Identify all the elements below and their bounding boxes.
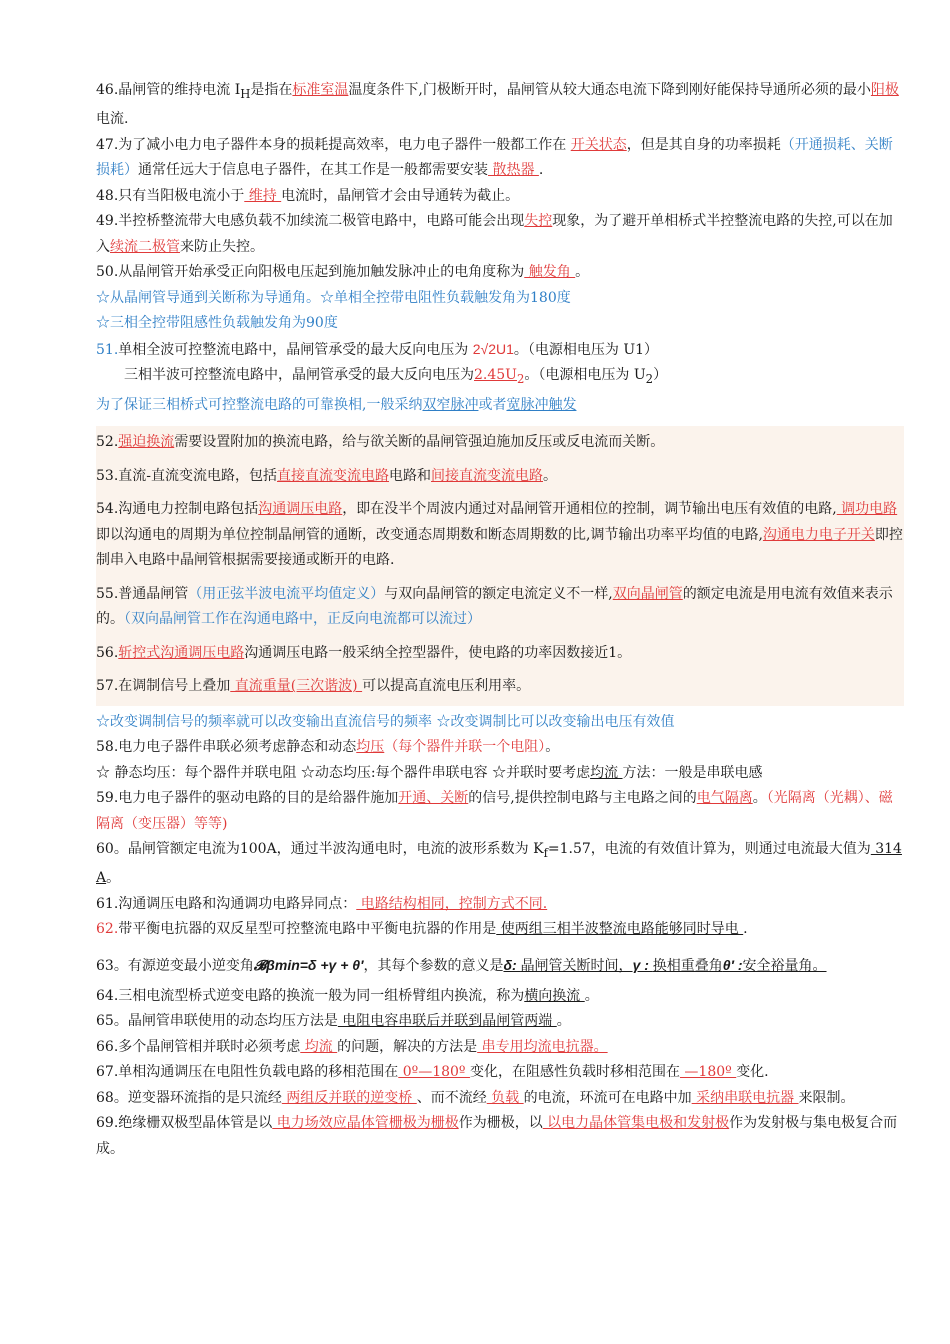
item-57: 57.在调制信号上叠加 直流重量(三次谐波) 可以提高直流电压利用率。 [96, 678, 531, 695]
item-46: 46.晶闸管的维持电流 $I_H$是指在标准室温温度条件下,门极断开时，晶闸管从较大通态电流下降到刚好能保持导通所必须的最小阳极电流. [96, 82, 899, 128]
highlighted-block [96, 426, 904, 706]
item-63: 63。有源逆变最小逆变角𝓑βmin=δ +γ + θ′，其每个参数的意义是δ: 晶闸管关断时间，γ : 换相重叠角θ′ :安全裕量角。 [96, 956, 827, 974]
note-conduction-angle: ☆从晶闸管导通到关断称为导通角。☆单相全控带电阻性负载触发角为180度 [96, 289, 571, 306]
item-55: 55.普通晶闸管（用正弦半波电流平均值定义）与双向晶闸管的额定电流定义不一样,双向晶闸管的额定电流是用电流有效值来表示的。（双向晶闸管工作在沟通电路中，正反向电流都可以流过） [96, 585, 893, 628]
item-47: 47.为了减小电力电子器件本身的损耗提高效率，电力电子器件一般都工作在 开关状态，但是其自身的功率损耗（开通损耗、关断损耗）通常任远大于信息电子器件，在其工作是一般都需要安装 散热器 . [96, 136, 893, 179]
item-56: 56.斩控式沟通调压电路沟通调压电路一般采纳全控型器件，使电路的功率因数接近1。 [96, 644, 632, 661]
document-page [96, 78, 904, 1162]
item-54: 54.沟通电力控制电路包括沟通调压电路，即在没半个周波内通过对晶闸管开通相位的控制，调节输出电压有效值的电路, 调功电路 即以沟通电的周期为单位控制晶闸管的通断，改变通态周期数和断态周期数的比,调节输出功率平均值的电路,沟通电力电子开关即控制串入电路中晶闸管根据需要接通或断开的电路. [96, 501, 903, 569]
item-66: 66.多个晶闸管相并联时必须考虑 均流 的问题，解决的方法是 串专用均流电抗器。 [96, 1038, 608, 1055]
item-50: 50.从晶闸管开始承受正向阳极电压起到施加触发脉冲止的电角度称为 触发角 。 [96, 264, 590, 281]
item-60: 60。晶闸管额定电流为100A，通过半波沟通电时，电流的波形系数为 $K_f=1.57$，电流的有效值计算为，则通过电流最大值为 314 A。 [96, 841, 902, 887]
note-modulation: ☆改变调制信号的频率就可以改变输出直流信号的频率 ☆改变调制比可以改变输出电压有效值 [96, 713, 675, 730]
item-69: 69.绝缘栅双极型晶体管是以 电力场效应晶体管栅极为栅极作为栅极，以 以电力晶体管集电极和发射极作为发射极与集电极复合而成。 [96, 1115, 898, 1157]
item-62: 62.带平衡电抗器的双反星型可控整流电路中平衡电抗器的作用是 使两组三相半波整流电路能够同时导电 . [96, 921, 748, 938]
item-53: 53.直流-直流变流电路，包括直接直流变流电路电路和间接直流变流电路。 [96, 467, 557, 484]
item-61: 61.沟通调压电路和沟通调功电路异同点： 电路结构相同，控制方式不同. [96, 895, 548, 912]
item-68: 68。逆变器环流指的是只流经 两组反并联的逆变桥 、而不流经 负载 的电流，环流可在电路中加 采纳串联电抗器 来限制。 [96, 1089, 855, 1106]
note-pulse-trigger: 为了保证三相桥式可控整流电路的可靠换相,一般采纳双窄脉冲或者宽脉冲触发 [96, 396, 577, 413]
item-52: 52.强迫换流需要设置附加的换流电路，给与欲关断的晶闸管强迫施加反压或反电流而关断。 [96, 434, 665, 451]
item-51-three-phase: 三相半波可控整流电路中，晶闸管承受的最大反向电压为$2.45U_2$。（电源相电压为 $U_2$） [124, 367, 668, 387]
note-voltage-sharing: ☆ 静态均压：每个器件并联电阻 ☆动态均压:每个器件串联电容 ☆并联时要考虑均流 方法：一般是串联电感 [96, 764, 763, 781]
item-64: 64.三相电流型桥式逆变电路的换流一般为同一组桥臂组内换流，称为横向换流 。 [96, 987, 599, 1004]
item-58: 58.电力电子器件串联必须考虑静态和动态均压（每个器件并联一个电阻）。 [96, 739, 560, 756]
item-59: 59.电力电子器件的驱动电路的目的是给器件施加开通、关断的信号,提供控制电路与主电路之间的电气隔离。（光隔离（光耦）、磁隔离（变压器）等等) [96, 790, 893, 832]
item-51: 51.单相全波可控整流电路中，晶闸管承受的最大反向电压为 2√2U1。（电源相电压为 U1） [96, 340, 659, 358]
note-three-phase: ☆三相全控带阻感性负载触发角为90度 [96, 315, 338, 332]
item-67: 67.单相沟通调压在电阻性负载电路的移相范围在 0º—180º 变化，在阻感性负载时移相范围在 —180º 变化. [96, 1064, 769, 1081]
item-65: 65。晶闸管串联使用的动态均压方法是 电阻电容串联后并联到晶闸管两端 。 [96, 1013, 571, 1030]
item-48: 48.只有当阳极电流小于 维持 电流时，晶闸管才会由导通转为截止。 [96, 187, 520, 204]
item-49: 49.半控桥整流带大电感负载不加续流二极管电路中，电路可能会出现失控现象，为了避开单相桥式半控整流电路的失控,可以在加入续流二极管来防止失控。 [96, 213, 893, 255]
